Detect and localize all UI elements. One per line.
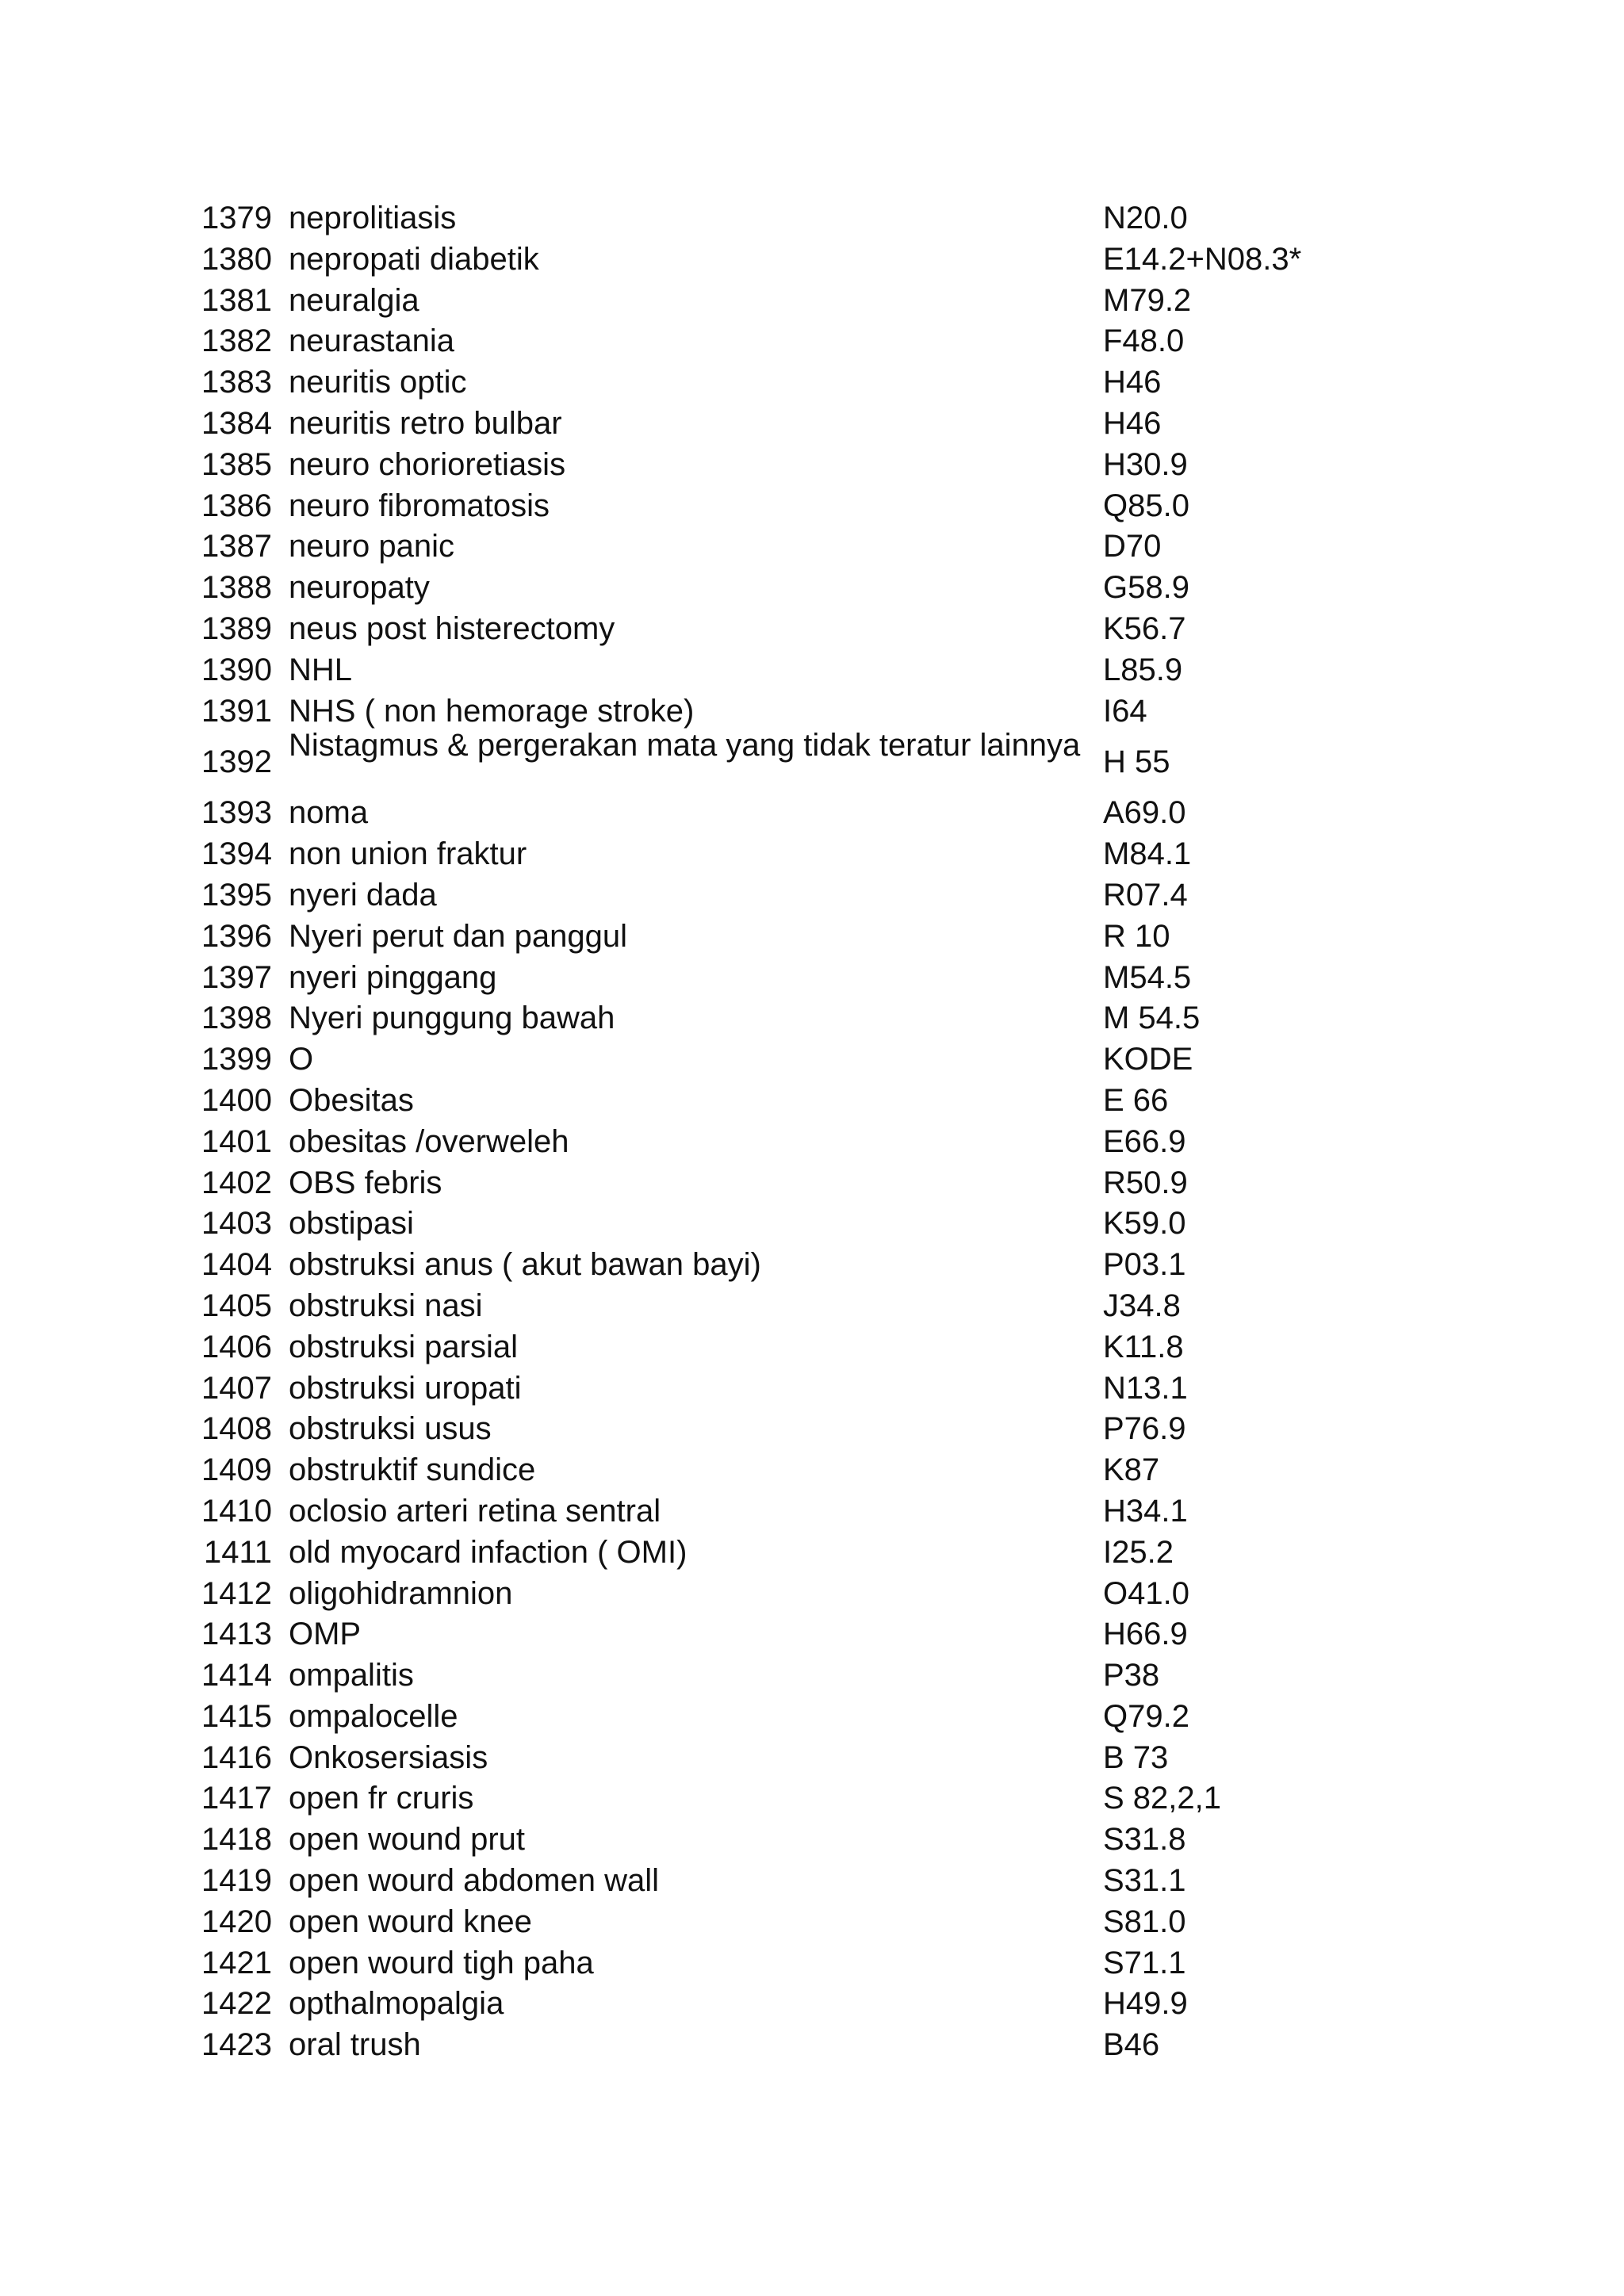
icd-code: S81.0: [1103, 1904, 1186, 1939]
row-number: 1404: [201, 1247, 272, 1283]
row-number: 1383: [201, 365, 272, 400]
icd-code: S31.1: [1103, 1863, 1186, 1899]
row-number: 1400: [201, 1082, 272, 1118]
row-number: 1402: [201, 1165, 272, 1200]
diagnosis-name: NHS ( non hemorage stroke): [289, 693, 695, 729]
diagnosis-name: ompalocelle: [289, 1698, 458, 1734]
diagnosis-name: neuropaty: [289, 570, 430, 606]
diagnosis-name: NHL: [289, 652, 353, 687]
row-number: 1393: [201, 795, 272, 831]
table-row: [182, 486, 1348, 527]
row-number: 1394: [201, 836, 272, 872]
table-row: [182, 1738, 1348, 1779]
row-number: 1399: [201, 1042, 272, 1077]
row-number: 1388: [201, 570, 272, 606]
icd-code: L85.9: [1103, 652, 1183, 687]
icd-code: H66.9: [1103, 1617, 1188, 1652]
table-row: [182, 1778, 1348, 1820]
icd-code: H30.9: [1103, 446, 1188, 482]
row-number: 1414: [201, 1658, 272, 1693]
table-row: [182, 793, 1348, 834]
icd-code: P38: [1103, 1658, 1160, 1693]
row-number: 1407: [201, 1370, 272, 1406]
row-number: 1416: [201, 1739, 272, 1775]
icd-code: S71.1: [1103, 1945, 1186, 1980]
icd-code: M79.2: [1103, 282, 1192, 318]
table-row: [182, 1122, 1348, 1163]
icd-code: S31.8: [1103, 1822, 1186, 1858]
diagnosis-name: Nyeri punggung bawah: [289, 1001, 615, 1036]
table-row: [182, 609, 1348, 650]
icd-code: K87: [1103, 1452, 1160, 1488]
table-row: [182, 1533, 1348, 1574]
row-number: 1387: [201, 529, 272, 564]
icd-code: E14.2+N08.3*: [1103, 241, 1302, 277]
row-number: 1380: [201, 241, 272, 277]
diagnosis-name: obstruksi uropati: [289, 1370, 522, 1406]
table-row: [182, 2025, 1348, 2066]
row-number: 1401: [201, 1123, 272, 1159]
table-row: [182, 1943, 1348, 1984]
diagnosis-name: obstruktif sundice: [289, 1452, 536, 1488]
diagnosis-name: opthalmopalgia: [289, 1986, 504, 2022]
table-row: [182, 998, 1348, 1039]
row-number: 1379: [201, 201, 272, 235]
icd-code: G58.9: [1103, 570, 1189, 606]
row-number: 1385: [201, 446, 272, 482]
diagnosis-name: obstruksi nasi: [289, 1288, 483, 1323]
icd-code: K56.7: [1103, 610, 1186, 646]
diagnosis-code-table: [182, 198, 1348, 2066]
table-row: [182, 1697, 1348, 1738]
row-number: 1422: [201, 1986, 272, 2022]
diagnosis-name: Obesitas: [289, 1082, 414, 1118]
row-number: 1384: [201, 405, 272, 441]
diagnosis-name: open wound prut: [289, 1822, 526, 1858]
row-number: 1405: [201, 1288, 272, 1323]
icd-code: H 55: [1103, 744, 1170, 779]
row-number: 1420: [201, 1904, 272, 1939]
diagnosis-name: O: [289, 1042, 314, 1077]
row-number: 1417: [201, 1781, 272, 1816]
icd-code: K11.8: [1103, 1329, 1184, 1364]
diagnosis-name: open fr cruris: [289, 1781, 474, 1816]
table-row: [182, 1039, 1348, 1081]
diagnosis-name: neuro panic: [289, 529, 455, 564]
diagnosis-name: noma: [289, 795, 369, 831]
icd-code: O41.0: [1103, 1575, 1189, 1611]
diagnosis-name: nyeri dada: [289, 877, 437, 913]
diagnosis-name: neuro fibromatosis: [289, 488, 550, 523]
table-row: [182, 1820, 1348, 1861]
table-row: [182, 834, 1348, 875]
table-row: [182, 198, 1348, 239]
table-row: [182, 1450, 1348, 1491]
row-number: 1403: [201, 1206, 272, 1242]
icd-code: R07.4: [1103, 877, 1188, 913]
diagnosis-name: old myocard infaction ( OMI): [289, 1534, 688, 1570]
diagnosis-name: OBS febris: [289, 1165, 442, 1200]
icd-code: B 73: [1103, 1739, 1169, 1775]
row-number: 1390: [201, 652, 272, 687]
table-row: [182, 958, 1348, 999]
icd-code: F48.0: [1103, 323, 1185, 359]
row-number: 1421: [201, 1945, 272, 1980]
table-row: [182, 362, 1348, 404]
row-number: 1418: [201, 1822, 272, 1858]
icd-code: R50.9: [1103, 1165, 1188, 1200]
icd-code: H46: [1103, 365, 1162, 400]
icd-code: N13.1: [1103, 1370, 1188, 1406]
row-number: 1382: [201, 323, 272, 359]
table-row: [182, 875, 1348, 916]
row-number: 1410: [201, 1493, 272, 1529]
table-row: [182, 1286, 1348, 1327]
diagnosis-name: oclosio arteri retina sentral: [289, 1493, 661, 1529]
icd-code: S 82,2,1: [1103, 1781, 1222, 1816]
row-number: 1406: [201, 1329, 272, 1364]
icd-code: M84.1: [1103, 836, 1192, 872]
row-number: 1409: [201, 1452, 272, 1488]
table-row: [182, 1984, 1348, 2025]
icd-code: D70: [1103, 529, 1162, 564]
row-number: 1413: [201, 1617, 272, 1652]
diagnosis-name: nyeri pinggang: [289, 959, 497, 995]
icd-code: A69.0: [1103, 795, 1186, 831]
row-number: 1392: [201, 744, 272, 779]
icd-code: P03.1: [1103, 1247, 1186, 1283]
table-row: [182, 1245, 1348, 1286]
icd-code: E66.9: [1103, 1123, 1186, 1159]
table-row: [182, 445, 1348, 486]
diagnosis-name: Onkosersiasis: [289, 1739, 488, 1775]
icd-code: M54.5: [1103, 959, 1192, 995]
diagnosis-name: ompalitis: [289, 1658, 414, 1693]
table-row: [182, 1163, 1348, 1204]
row-number: 1389: [201, 610, 272, 646]
icd-code: B46: [1103, 2027, 1160, 2063]
table-row: [182, 1861, 1348, 1902]
diagnosis-name: non union fraktur: [289, 836, 527, 872]
row-number: 1419: [201, 1863, 272, 1899]
diagnosis-name: neuro chorioretiasis: [289, 446, 566, 482]
row-number: 1408: [201, 1411, 272, 1447]
table-row: [182, 728, 1348, 793]
diagnosis-name: OMP: [289, 1617, 362, 1652]
diagnosis-name: obstruksi anus ( akut bawan bayi): [289, 1247, 761, 1283]
row-number: 1386: [201, 488, 272, 523]
row-number: 1412: [201, 1575, 272, 1611]
diagnosis-name: oral trush: [289, 2027, 421, 2063]
row-number: 1415: [201, 1698, 272, 1734]
diagnosis-name: Nyeri perut dan panggul: [289, 918, 627, 954]
row-number: 1396: [201, 918, 272, 954]
table-row: [182, 526, 1348, 568]
icd-code: K59.0: [1103, 1206, 1186, 1242]
row-number: 1397: [201, 959, 272, 995]
table-row: [182, 321, 1348, 362]
table-row: [182, 568, 1348, 609]
diagnosis-name: open wourd knee: [289, 1904, 532, 1939]
row-number: 1398: [201, 1001, 272, 1036]
diagnosis-name: neuritis retro bulbar: [289, 405, 562, 441]
row-number: 1395: [201, 877, 272, 913]
diagnosis-name: oligohidramnion: [289, 1575, 513, 1611]
icd-code: P76.9: [1103, 1411, 1186, 1447]
row-number: 1423: [201, 2027, 272, 2063]
icd-code: H34.1: [1103, 1493, 1188, 1529]
icd-code: J34.8: [1103, 1288, 1181, 1323]
diagnosis-name: neuritis optic: [289, 365, 467, 400]
table-row: [182, 1327, 1348, 1368]
table-row: [182, 1902, 1348, 1943]
diagnosis-name: obstruksi parsial: [289, 1329, 519, 1364]
table-row: [182, 1655, 1348, 1697]
icd-code: I64: [1103, 693, 1147, 729]
icd-code: Q85.0: [1103, 488, 1189, 523]
table-row: [182, 1614, 1348, 1655]
icd-code: KODE: [1103, 1042, 1193, 1077]
icd-code: R 10: [1103, 918, 1170, 954]
diagnosis-name: obstruksi usus: [289, 1411, 492, 1447]
icd-code: H49.9: [1103, 1986, 1188, 2022]
icd-code: E 66: [1103, 1082, 1169, 1118]
table-row: [182, 1203, 1348, 1245]
icd-code: H46: [1103, 405, 1162, 441]
icd-code: N20.0: [1103, 201, 1188, 235]
table-row: [182, 239, 1348, 281]
diagnosis-name: open wourd abdomen wall: [289, 1863, 659, 1899]
diagnosis-name: neus post histerectomy: [289, 610, 615, 646]
diagnosis-name: neuralgia: [289, 282, 419, 318]
icd-code: Q79.2: [1103, 1698, 1189, 1734]
icd-code: I25.2: [1103, 1534, 1174, 1570]
table-row: [182, 404, 1348, 445]
table-row: [182, 916, 1348, 958]
diagnosis-name: obstipasi: [289, 1206, 414, 1242]
row-number: 1411: [203, 1534, 272, 1570]
diagnosis-name: obesitas /overweleh: [289, 1123, 569, 1159]
diagnosis-name: Nistagmus & pergerakan mata yang tidak teratur lainnya: [289, 728, 1081, 763]
table-row: [182, 1574, 1348, 1615]
diagnosis-name: nepropati diabetik: [289, 241, 539, 277]
table-row: [182, 281, 1348, 322]
table-row: [182, 650, 1348, 691]
table-row: [182, 691, 1348, 733]
table-row: [182, 1081, 1348, 1122]
diagnosis-name: neurastania: [289, 323, 455, 359]
row-number: 1381: [201, 282, 272, 318]
table-row: [182, 1409, 1348, 1450]
table-row: [182, 1368, 1348, 1410]
diagnosis-name: open wourd tigh paha: [289, 1945, 594, 1980]
icd-code: M 54.5: [1103, 1001, 1201, 1036]
row-number: 1391: [201, 693, 272, 729]
diagnosis-name: neprolitiasis: [289, 201, 457, 235]
table-row: [182, 1491, 1348, 1533]
